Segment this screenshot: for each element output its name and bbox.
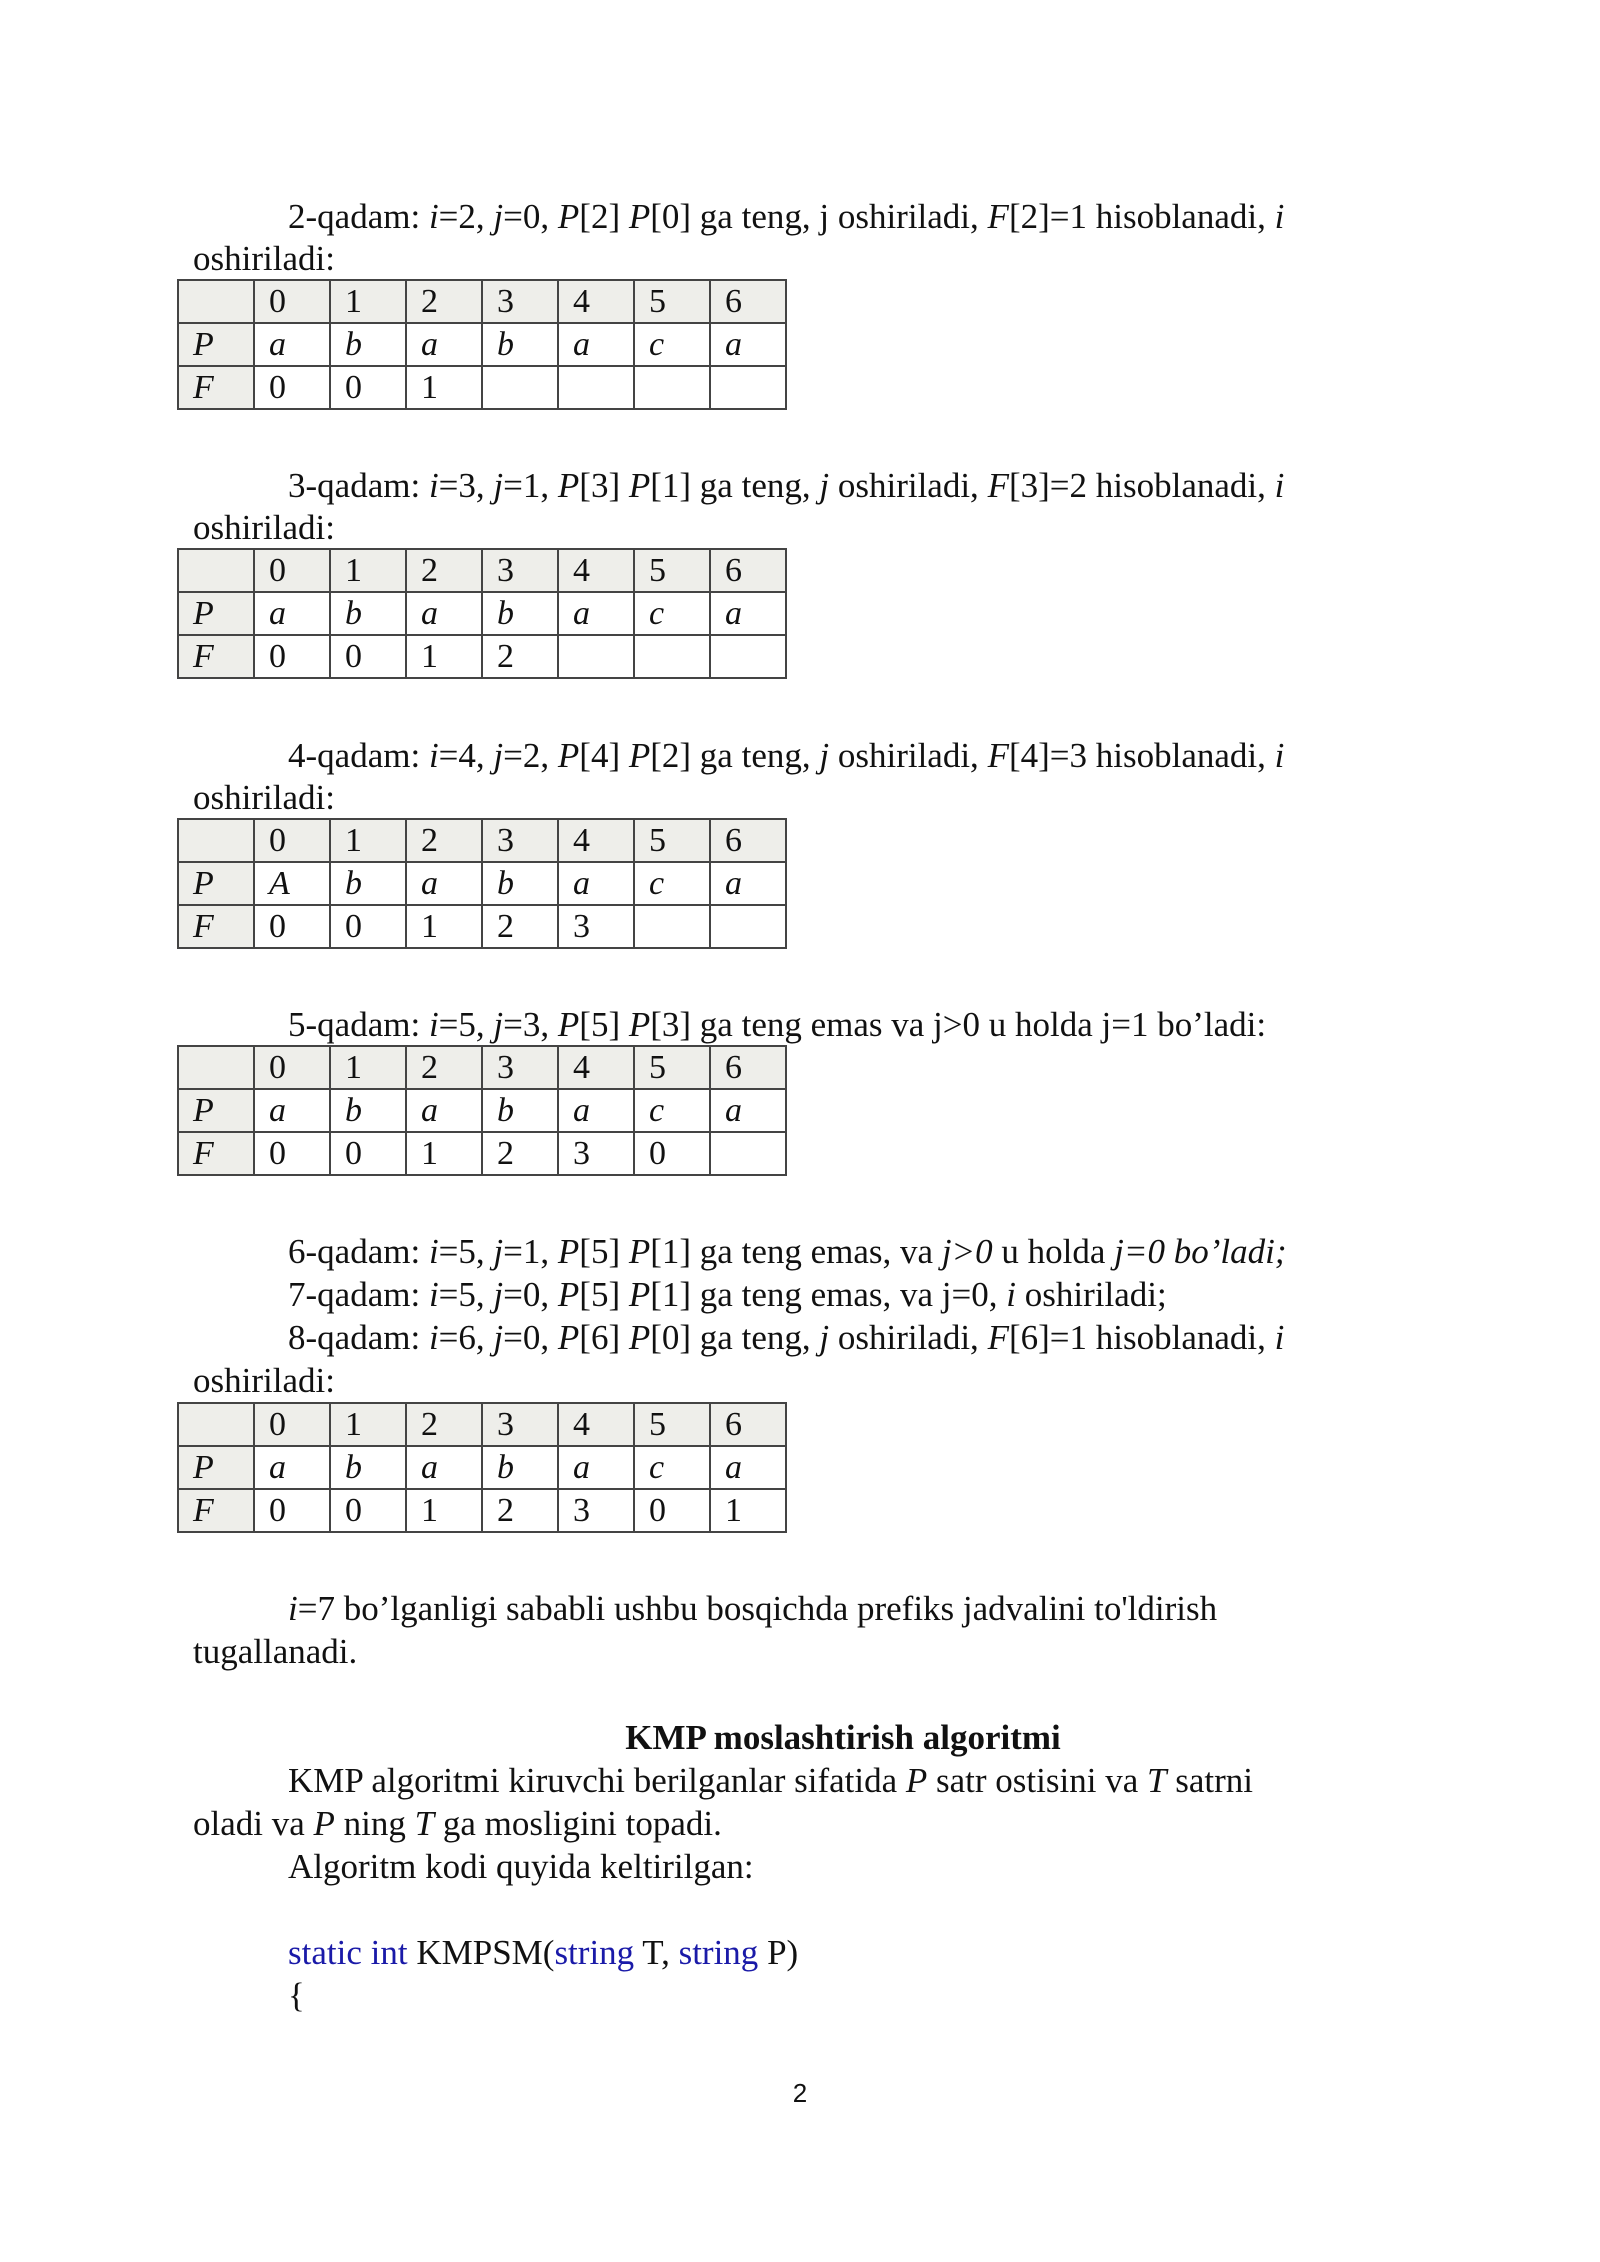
keyword-string: string xyxy=(678,1933,759,1972)
table-header-cell: 0 xyxy=(254,1046,330,1089)
prefix-value-cell: 0 xyxy=(254,1489,330,1532)
pattern-cell: c xyxy=(634,1089,710,1132)
var-p: P xyxy=(557,197,580,236)
prefix-table xyxy=(177,1045,787,1176)
step4-line2: oshiriladi: xyxy=(193,778,335,817)
table-header-cell: 6 xyxy=(710,1046,786,1089)
table-header-cell: 4 xyxy=(558,549,634,592)
text: =5, xyxy=(438,1232,494,1271)
var-t: T xyxy=(1146,1761,1167,1800)
text: u holda xyxy=(992,1232,1115,1271)
text: =0, xyxy=(503,197,558,236)
table-header-cell: 2 xyxy=(406,1046,482,1089)
table-header-cell: 3 xyxy=(482,1046,558,1089)
table-header-row xyxy=(178,1403,786,1446)
prefix-value-cell xyxy=(710,366,786,409)
pattern-cell: a xyxy=(710,592,786,635)
text: KMP algoritmi kiruvchi berilganlar sifatida xyxy=(288,1761,906,1800)
text: =5, xyxy=(438,1275,494,1314)
prefix-value-cell: 2 xyxy=(482,1489,558,1532)
prefix-table xyxy=(177,818,787,949)
var-p: P xyxy=(557,466,580,505)
row-label-f: F xyxy=(178,905,254,948)
var-j: j xyxy=(493,197,504,236)
step4-paragraph xyxy=(193,734,1393,777)
var-p: P xyxy=(313,1804,335,1843)
table-header-cell: 0 xyxy=(254,280,330,323)
section-heading: KMP moslashtirish algoritmi xyxy=(625,1718,1061,1757)
prefix-table xyxy=(177,1402,787,1533)
text: =4, xyxy=(438,736,494,775)
pattern-cell: a xyxy=(254,1446,330,1489)
prefix-value-cell xyxy=(710,1132,786,1175)
row-label-p: P xyxy=(178,592,254,635)
var-f: F xyxy=(987,1318,1009,1357)
var-i: i xyxy=(1274,1318,1285,1357)
pattern-cell: b xyxy=(482,592,558,635)
var-p: P xyxy=(557,1318,580,1357)
table-header-cell: 3 xyxy=(482,280,558,323)
var-i: i xyxy=(428,1005,439,1044)
text: [6] xyxy=(579,1318,629,1357)
pattern-cell: c xyxy=(634,862,710,905)
table-header-cell: 6 xyxy=(710,280,786,323)
text: [1] ga teng emas, va xyxy=(650,1232,942,1271)
prefix-value-cell xyxy=(710,905,786,948)
keyword-int: int xyxy=(370,1933,408,1972)
step3-paragraph xyxy=(193,464,1393,507)
text: [1] ga teng emas, va j=0, xyxy=(650,1275,1007,1314)
table-header-cell: 1 xyxy=(330,1046,406,1089)
table-row xyxy=(178,1132,786,1175)
prefix-value-cell xyxy=(558,635,634,678)
text: oshiriladi; xyxy=(1016,1275,1167,1314)
text: =1, xyxy=(503,1232,558,1271)
table-corner-cell xyxy=(178,819,254,862)
table-header-cell: 3 xyxy=(482,819,558,862)
table-header-row xyxy=(178,280,786,323)
var-j: j xyxy=(819,736,830,775)
condition: j>0 xyxy=(941,1232,993,1271)
step-lead: 6-qadam: xyxy=(288,1232,429,1271)
prefix-value-cell xyxy=(482,366,558,409)
prefix-value-cell: 0 xyxy=(330,1489,406,1532)
text: oshiriladi, xyxy=(829,736,988,775)
var-p: P xyxy=(905,1761,928,1800)
prefix-value-cell: 3 xyxy=(558,1132,634,1175)
text: satrni xyxy=(1166,1761,1253,1800)
text: =3, xyxy=(503,1005,558,1044)
prefix-table xyxy=(177,548,787,679)
table-corner-cell xyxy=(178,1403,254,1446)
text: =0, xyxy=(503,1318,558,1357)
prefix-value-cell: 0 xyxy=(254,1132,330,1175)
text: [2]=1 hisoblanadi, xyxy=(1008,197,1275,236)
text: [4] xyxy=(579,736,629,775)
var-i: i xyxy=(288,1589,298,1628)
prefix-value-cell xyxy=(634,635,710,678)
pattern-cell: b xyxy=(330,862,406,905)
table-row xyxy=(178,366,786,409)
step2-line2: oshiriladi: xyxy=(193,239,335,278)
text: [3] ga teng emas va j>0 u holda j=1 bo’ladi: xyxy=(650,1005,1267,1044)
conclusion-line2: tugallanadi. xyxy=(193,1632,358,1671)
section-paragraph-line2 xyxy=(193,1802,1393,1845)
result: j=0 bo’ladi; xyxy=(1114,1232,1287,1271)
pattern-cell: a xyxy=(558,1446,634,1489)
section-paragraph-line1 xyxy=(193,1759,1393,1802)
table-row xyxy=(178,592,786,635)
prefix-value-cell xyxy=(634,905,710,948)
text: =2, xyxy=(438,197,494,236)
step3-line2: oshiriladi: xyxy=(193,508,335,547)
text: ning xyxy=(334,1804,415,1843)
text: =1, xyxy=(503,466,558,505)
var-p: P xyxy=(628,1005,651,1044)
var-j: j xyxy=(493,466,504,505)
pattern-cell: a xyxy=(710,862,786,905)
prefix-value-cell: 2 xyxy=(482,635,558,678)
row-label-p: P xyxy=(178,1089,254,1132)
table-header-cell: 1 xyxy=(330,549,406,592)
step-lead: 3-qadam: xyxy=(288,466,429,505)
step8-line2: oshiriladi: xyxy=(193,1361,335,1400)
pattern-cell: b xyxy=(482,323,558,366)
pattern-cell: a xyxy=(558,862,634,905)
table-row xyxy=(178,905,786,948)
text: [4]=3 hisoblanadi, xyxy=(1008,736,1275,775)
pattern-cell: a xyxy=(558,1089,634,1132)
prefix-value-cell: 1 xyxy=(406,905,482,948)
text: oshiriladi, xyxy=(829,1318,988,1357)
pattern-cell: b xyxy=(482,862,558,905)
var-i: i xyxy=(1274,736,1285,775)
table-row xyxy=(178,323,786,366)
step6-paragraph xyxy=(193,1230,1393,1273)
table-header-cell: 4 xyxy=(558,280,634,323)
var-i: i xyxy=(428,736,439,775)
text: [5] xyxy=(579,1005,629,1044)
step-lead: 4-qadam: xyxy=(288,736,429,775)
var-i: i xyxy=(428,197,439,236)
var-j: j xyxy=(493,1005,504,1044)
var-p: P xyxy=(557,736,580,775)
text: =2, xyxy=(503,736,558,775)
text: ga mosligini topadi. xyxy=(434,1804,722,1843)
keyword-string: string xyxy=(554,1933,635,1972)
row-label-f: F xyxy=(178,1489,254,1532)
pattern-cell: a xyxy=(406,1089,482,1132)
var-p: P xyxy=(628,1232,651,1271)
code-signature xyxy=(288,1931,798,1974)
step-lead: 5-qadam: xyxy=(288,1005,429,1044)
table-header-cell: 1 xyxy=(330,1403,406,1446)
text: =7 bo’lganligi sababli ushbu bosqichda prefiks jadvalini to'ldirish xyxy=(297,1589,1218,1628)
step-lead: 7-qadam: xyxy=(288,1275,429,1314)
table-header-cell: 2 xyxy=(406,1403,482,1446)
prefix-table xyxy=(177,279,787,410)
pattern-cell: a xyxy=(254,592,330,635)
prefix-value-cell: 1 xyxy=(406,366,482,409)
table-header-cell: 0 xyxy=(254,1403,330,1446)
var-i: i xyxy=(428,466,439,505)
step8-paragraph xyxy=(193,1316,1393,1359)
prefix-value-cell: 1 xyxy=(406,635,482,678)
var-i: i xyxy=(1274,197,1285,236)
table-header-row xyxy=(178,1046,786,1089)
table-header-cell: 4 xyxy=(558,1403,634,1446)
text: [0] ga teng, j oshiriladi, xyxy=(650,197,988,236)
prefix-value-cell xyxy=(634,366,710,409)
row-label-p: P xyxy=(178,323,254,366)
text: [5] xyxy=(579,1275,629,1314)
pattern-cell: a xyxy=(254,1089,330,1132)
text: [1] ga teng, xyxy=(650,466,820,505)
var-p: P xyxy=(628,736,651,775)
table-header-cell: 5 xyxy=(634,280,710,323)
table-header-cell: 4 xyxy=(558,1046,634,1089)
table-row xyxy=(178,1446,786,1489)
var-i: i xyxy=(1274,466,1285,505)
var-i: i xyxy=(428,1232,439,1271)
table-header-cell: 0 xyxy=(254,549,330,592)
table-corner-cell xyxy=(178,1046,254,1089)
prefix-value-cell: 0 xyxy=(330,635,406,678)
var-t: T xyxy=(414,1804,435,1843)
text: [6]=1 hisoblanadi, xyxy=(1008,1318,1275,1357)
table-header-cell: 0 xyxy=(254,819,330,862)
table-header-cell: 1 xyxy=(330,280,406,323)
step-lead: 8-qadam: xyxy=(288,1318,429,1357)
function-name: KMPSM( xyxy=(407,1933,555,1972)
table-header-cell: 2 xyxy=(406,280,482,323)
text: [2] ga teng, xyxy=(650,736,820,775)
table-row xyxy=(178,1489,786,1532)
var-i: i xyxy=(428,1318,439,1357)
table-header-cell: 5 xyxy=(634,1046,710,1089)
pattern-cell: a xyxy=(254,323,330,366)
text: =0, xyxy=(503,1275,558,1314)
row-label-p: P xyxy=(178,862,254,905)
text: satr ostisini va xyxy=(927,1761,1147,1800)
prefix-value-cell: 1 xyxy=(406,1132,482,1175)
text: =5, xyxy=(438,1005,494,1044)
table-header-cell: 3 xyxy=(482,549,558,592)
var-j: j xyxy=(819,466,830,505)
text: =3, xyxy=(438,466,494,505)
var-j: j xyxy=(493,1318,504,1357)
pattern-cell: a xyxy=(406,862,482,905)
pattern-cell: a xyxy=(406,592,482,635)
var-p: P xyxy=(557,1232,580,1271)
prefix-value-cell xyxy=(558,366,634,409)
step5-paragraph xyxy=(193,1003,1393,1046)
pattern-cell: b xyxy=(330,323,406,366)
var-f: F xyxy=(987,736,1009,775)
table-header-cell: 3 xyxy=(482,1403,558,1446)
pattern-cell: a xyxy=(710,323,786,366)
step-lead: 2-qadam: xyxy=(288,197,429,236)
var-j: j xyxy=(493,1275,504,1314)
var-p: P xyxy=(557,1275,580,1314)
text: =6, xyxy=(438,1318,494,1357)
table-header-row xyxy=(178,819,786,862)
prefix-value-cell xyxy=(710,635,786,678)
prefix-value-cell: 0 xyxy=(634,1489,710,1532)
pattern-cell: a xyxy=(710,1089,786,1132)
text: [2] xyxy=(579,197,629,236)
pattern-cell: c xyxy=(634,592,710,635)
page-number: 2 xyxy=(792,2078,808,2108)
table-header-cell: 5 xyxy=(634,1403,710,1446)
pattern-cell: b xyxy=(482,1089,558,1132)
row-label-f: F xyxy=(178,1132,254,1175)
table-corner-cell xyxy=(178,549,254,592)
pattern-cell: a xyxy=(406,1446,482,1489)
pattern-cell: c xyxy=(634,323,710,366)
row-label-f: F xyxy=(178,635,254,678)
pattern-cell: a xyxy=(710,1446,786,1489)
table-header-cell: 5 xyxy=(634,549,710,592)
var-i: i xyxy=(1006,1275,1016,1314)
prefix-value-cell: 0 xyxy=(330,366,406,409)
var-j: j xyxy=(493,1232,504,1271)
table-header-cell: 5 xyxy=(634,819,710,862)
table-row xyxy=(178,1089,786,1132)
var-j: j xyxy=(493,736,504,775)
table-header-cell: 1 xyxy=(330,819,406,862)
table-corner-cell xyxy=(178,280,254,323)
code-brace: { xyxy=(288,1976,305,2015)
code-arg: T, xyxy=(634,1933,679,1972)
var-p: P xyxy=(628,1275,651,1314)
table-row xyxy=(178,635,786,678)
text: oladi va xyxy=(193,1804,314,1843)
table-header-cell: 6 xyxy=(710,549,786,592)
prefix-value-cell: 0 xyxy=(330,905,406,948)
table-header-cell: 2 xyxy=(406,819,482,862)
conclusion-line1 xyxy=(193,1587,1393,1630)
var-p: P xyxy=(628,197,651,236)
prefix-value-cell: 0 xyxy=(330,1132,406,1175)
table-header-row xyxy=(178,549,786,592)
table-header-cell: 4 xyxy=(558,819,634,862)
prefix-value-cell: 1 xyxy=(406,1489,482,1532)
prefix-value-cell: 2 xyxy=(482,1132,558,1175)
text: oshiriladi, xyxy=(829,466,988,505)
table-header-cell: 2 xyxy=(406,549,482,592)
var-p: P xyxy=(628,1318,651,1357)
pattern-cell: a xyxy=(558,323,634,366)
pattern-cell: b xyxy=(330,1089,406,1132)
prefix-value-cell: 2 xyxy=(482,905,558,948)
text: [0] ga teng, xyxy=(650,1318,820,1357)
pattern-cell: b xyxy=(330,1446,406,1489)
prefix-value-cell: 1 xyxy=(710,1489,786,1532)
pattern-cell: c xyxy=(634,1446,710,1489)
var-f: F xyxy=(987,466,1009,505)
var-f: F xyxy=(987,197,1009,236)
pattern-cell: A xyxy=(254,862,330,905)
table-header-cell: 6 xyxy=(710,819,786,862)
prefix-value-cell: 0 xyxy=(254,905,330,948)
var-i: i xyxy=(428,1275,439,1314)
step7-paragraph xyxy=(193,1273,1393,1316)
var-p: P xyxy=(628,466,651,505)
pattern-cell: a xyxy=(406,323,482,366)
table-row xyxy=(178,862,786,905)
section-paragraph-2: Algoritm kodi quyida keltirilgan: xyxy=(288,1847,754,1886)
table-header-cell: 6 xyxy=(710,1403,786,1446)
step2-paragraph xyxy=(193,195,1393,238)
keyword-static: static xyxy=(288,1933,362,1972)
prefix-value-cell: 0 xyxy=(254,366,330,409)
text: [3]=2 hisoblanadi, xyxy=(1008,466,1275,505)
var-p: P xyxy=(557,1005,580,1044)
prefix-value-cell: 3 xyxy=(558,1489,634,1532)
text: [3] xyxy=(579,466,629,505)
prefix-value-cell: 0 xyxy=(634,1132,710,1175)
pattern-cell: b xyxy=(330,592,406,635)
prefix-value-cell: 0 xyxy=(254,635,330,678)
row-label-p: P xyxy=(178,1446,254,1489)
pattern-cell: a xyxy=(558,592,634,635)
pattern-cell: b xyxy=(482,1446,558,1489)
var-j: j xyxy=(819,1318,830,1357)
row-label-f: F xyxy=(178,366,254,409)
code-arg: P) xyxy=(758,1933,799,1972)
prefix-value-cell: 3 xyxy=(558,905,634,948)
text: [5] xyxy=(579,1232,629,1271)
